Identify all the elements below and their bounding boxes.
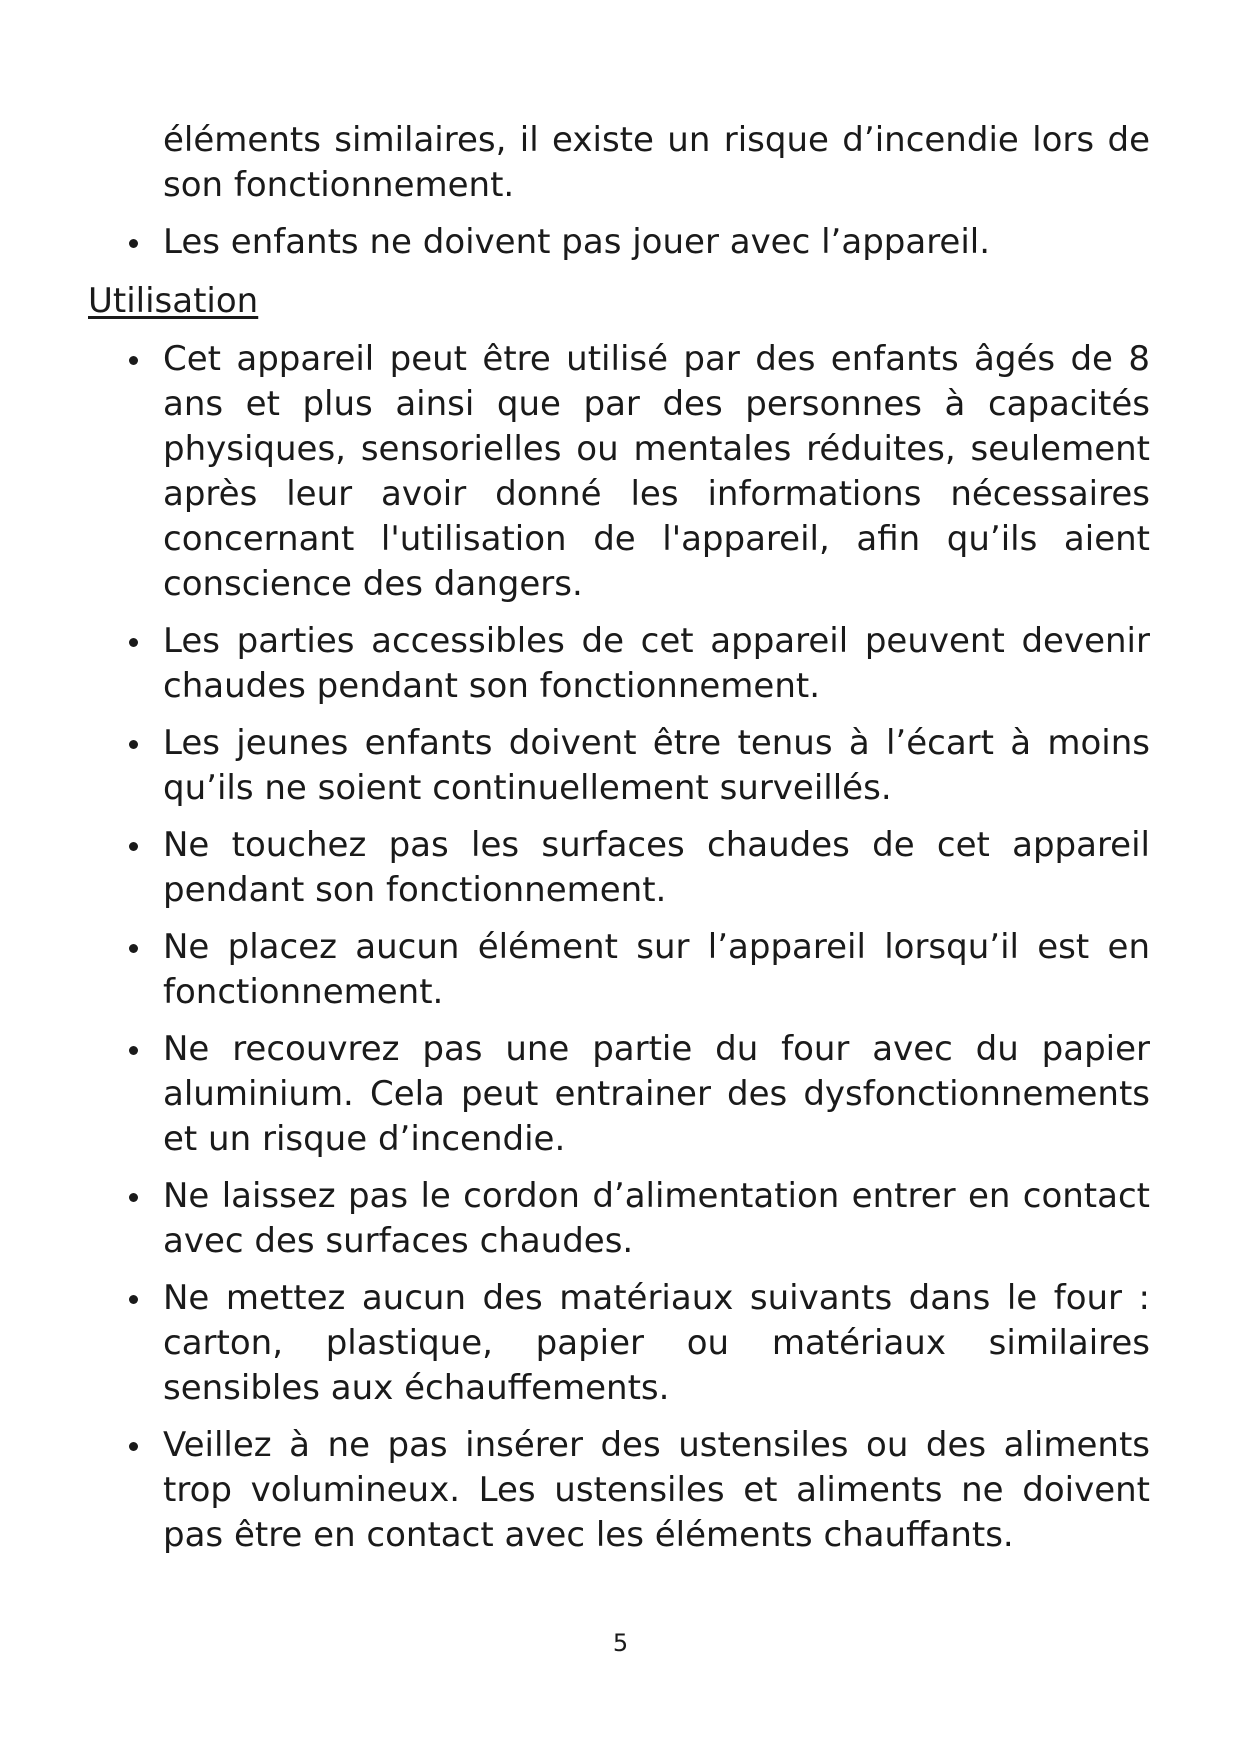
list-item: [163, 1423, 1150, 1558]
list-item-text: Ne laissez pas le cordon d’alimentation entrer en contact avec des surfaces chaudes.: [163, 1176, 1150, 1261]
list-item: [163, 619, 1150, 709]
bullet-icon: [129, 1046, 138, 1055]
section-heading: Utilisation: [88, 281, 259, 321]
list-item: [163, 1174, 1150, 1264]
list-item-text: Ne touchez pas les surfaces chaudes de cet appareil pendant son fonctionnement.: [163, 825, 1150, 910]
bullet-icon: [129, 944, 138, 953]
bullet-icon: [129, 356, 138, 365]
list-item: [163, 823, 1150, 913]
list-item-text: Les enfants ne doivent pas jouer avec l’appareil.: [163, 222, 991, 262]
list-item: [163, 1276, 1150, 1411]
bullet-icon: [129, 239, 138, 248]
bullet-icon: [129, 1442, 138, 1451]
bullet-icon: [129, 740, 138, 749]
list-item: [163, 925, 1150, 1015]
list-item: [163, 721, 1150, 811]
list-item-text: Ne mettez aucun des matériaux suivants dans le four : carton, plastique, papier ou matériaux similaires sensibles aux échauffements.: [163, 1278, 1150, 1408]
list-item: [163, 1027, 1150, 1162]
usage-bullet-list: [163, 337, 1150, 1570]
list-item-text: Ne recouvrez pas une partie du four avec du papier aluminium. Cela peut entrainer des dysfonctionnements et un risque d’incendie.: [163, 1029, 1150, 1159]
list-item-text: Les jeunes enfants doivent être tenus à l’écart à moins qu’ils ne soient continuellement surveillés.: [163, 723, 1150, 808]
bullet-icon: [129, 1193, 138, 1202]
page-number: 5: [612, 1629, 629, 1657]
list-item: [163, 220, 1150, 265]
list-item-text: Ne placez aucun élément sur l’appareil lorsqu’il est en fonctionnement.: [163, 927, 1150, 1012]
bullet-icon: [129, 842, 138, 851]
list-item-text: Cet appareil peut être utilisé par des enfants âgés de 8 ans et plus ainsi que par des personnes à capacités physiques, sensorielles ou mentales réduites, seulement après leur avoir donné les informations nécessaires concernant l'utilisation de l'appareil, afin qu’ils aient conscience des dangers.: [163, 339, 1150, 604]
bullet-icon: [129, 1295, 138, 1304]
list-item-text: Veillez à ne pas insérer des ustensiles ou des aliments trop volumineux. Les ustensiles et aliments ne doivent pas être en contact avec les éléments chauffants.: [163, 1425, 1150, 1555]
list-item: [163, 337, 1150, 607]
continuation-paragraph: éléments similaires, il existe un risque d’incendie lors de son fonctionnement.: [163, 120, 1150, 205]
list-item-text: Les parties accessibles de cet appareil peuvent devenir chaudes pendant son fonctionnement.: [163, 621, 1150, 706]
top-bullet-list: [163, 220, 1150, 265]
bullet-icon: [129, 638, 138, 647]
